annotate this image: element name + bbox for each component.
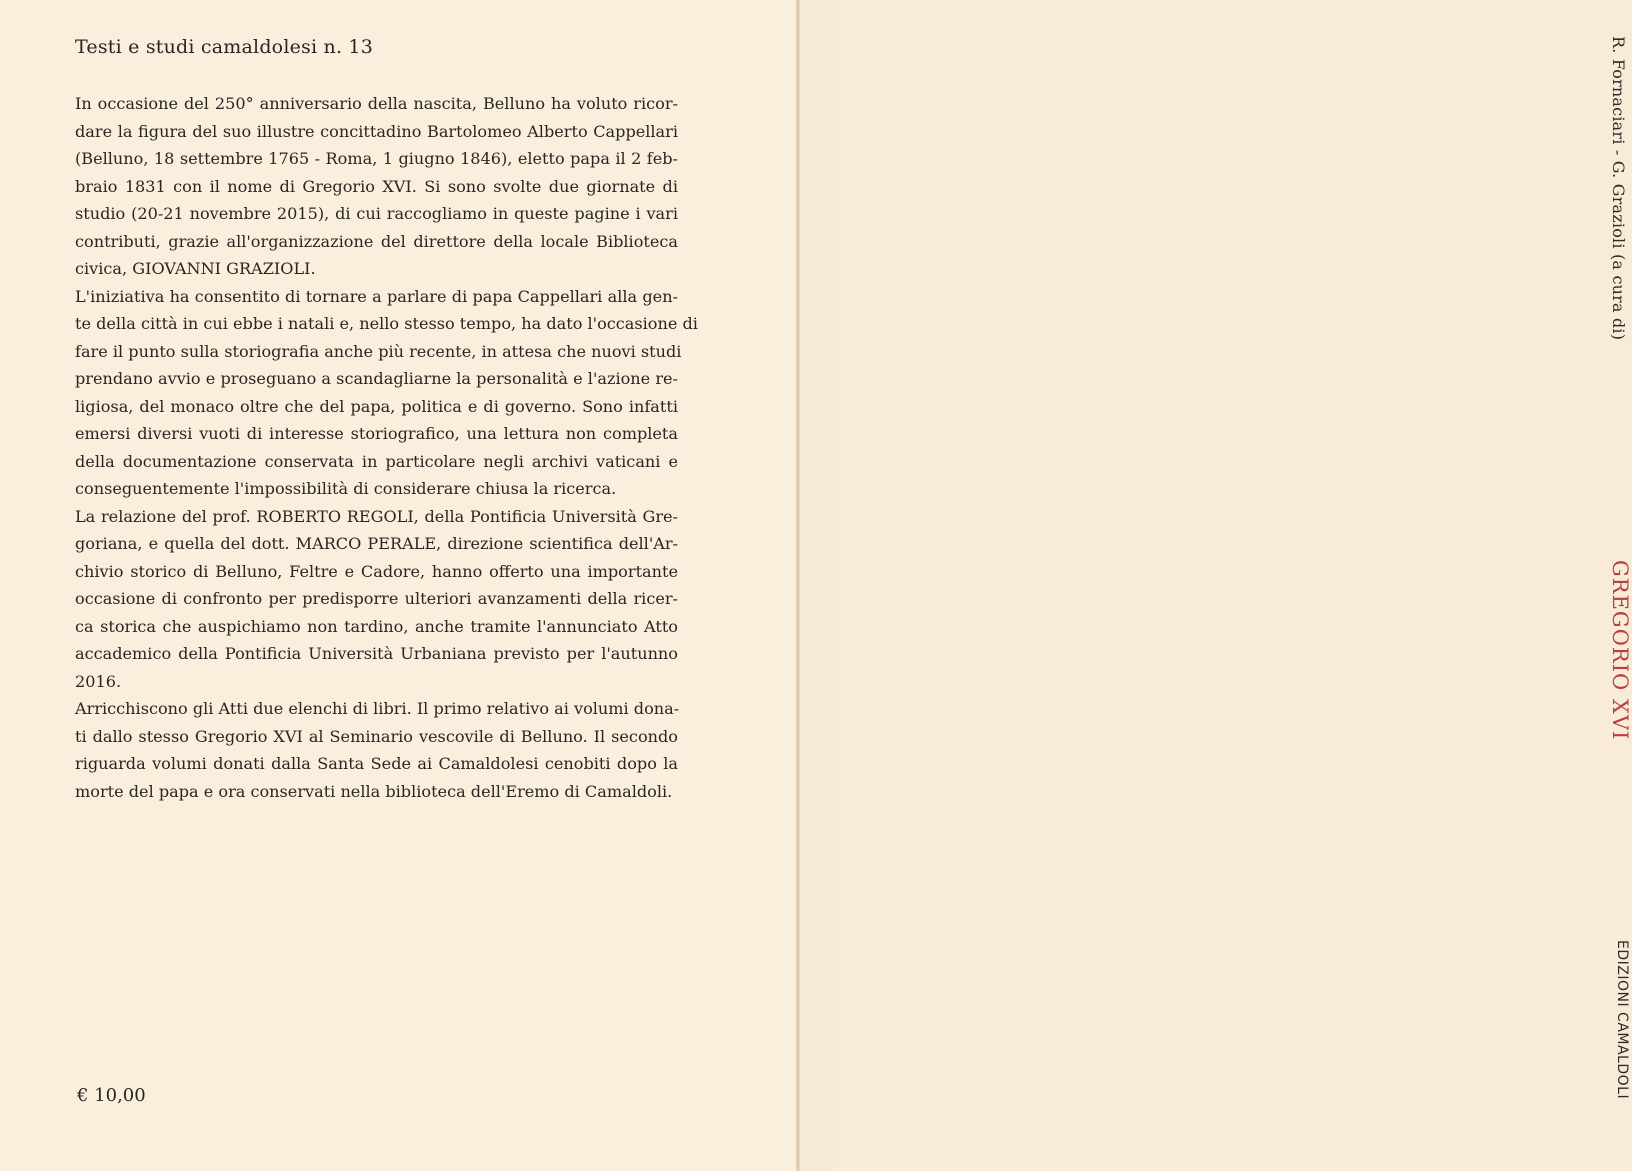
blurb-text [75, 90, 698, 805]
text-line: della documentazione conservata in particolare negli archivi vaticani e [75, 451, 678, 471]
text-line: emersi diversi vuoti di interesse storiografico, una lettura non completa [75, 424, 678, 443]
text-line: occasione di confronto per predisporre ulteriori avanzamenti della ricer- [75, 589, 678, 608]
spine [800, 0, 1632, 1171]
text-line: (Belluno, 18 settembre 1765 - Roma, 1 giugno 1846), eletto papa il 2 feb- [75, 149, 678, 168]
text-line: conseguentemente l'impossibilità di considerare chiusa la ricerca. [75, 479, 617, 498]
text-line: Arricchiscono gli Atti due elenchi di libri. Il primo relativo ai volumi dona- [75, 699, 680, 718]
text-line: dare la figura del suo illustre concittadino Bartolomeo Alberto Cappellari [75, 121, 678, 141]
text-line: riguarda volumi donati dalla Santa Sede ai Camaldolesi cenobiti dopo la [75, 754, 678, 773]
text-line: prendano avvio e proseguano a scandagliarne la personalità e l'azione re- [75, 369, 678, 388]
price-label: € 10,00 [77, 1085, 146, 1106]
series-title: Testi e studi camaldolesi n. 13 [75, 36, 374, 58]
text-line: te della città in cui ebbe i natali e, nello stesso tempo, ha dato l'occasione di [75, 314, 698, 333]
spine-title: GREGORIO XVI [1608, 560, 1632, 741]
text-line: In occasione del 250° anniversario della nascita, Belluno ha voluto ricor- [75, 94, 678, 113]
text-line: studio (20-21 novembre 2015), di cui raccogliamo in queste pagine i vari [75, 204, 678, 223]
text-line: civica, GIOVANNI GRAZIOLI. [75, 259, 316, 278]
text-line: accademico della Pontificia Università Urbaniana previsto per l'autunno [75, 644, 678, 663]
text-line: morte del papa e ora conservati nella biblioteca dell'Eremo di Camaldoli. [75, 781, 673, 801]
text-line: L'iniziativa ha consentito di tornare a parlare di papa Cappellari alla gen- [75, 286, 678, 306]
text-line: ti dallo stesso Gregorio XVI al Seminario vescovile di Belluno. Il secondo [75, 726, 678, 746]
text-line: goriana, e quella del dott. MARCO PERALE, direzione scientifica dell'Ar- [75, 534, 678, 553]
text-line: ligiosa, del monaco oltre che del papa, politica e di governo. Sono infatti [75, 396, 678, 416]
text-line: contributi, grazie all'organizzazione del direttore della locale Biblioteca [75, 231, 678, 251]
back-cover [0, 0, 796, 1171]
spine-publisher: EDIZIONI CAMALDOLI [1614, 940, 1630, 1100]
text-line: ca storica che auspichiamo non tardino, anche tramite l'annunciato Atto [75, 616, 678, 636]
text-line: braio 1831 con il nome di Gregorio XVI. Si sono svolte due giornate di [75, 176, 678, 196]
text-line: 2016. [75, 671, 122, 691]
spine-authors: R. Fornaciari - G. Grazioli (a cura di) [1609, 36, 1628, 341]
text-line: chivio storico di Belluno, Feltre e Cadore, hanno offerto una importante [75, 561, 678, 581]
text-line: La relazione del prof. ROBERTO REGOLI, della Pontificia Università Gre- [75, 506, 678, 526]
text-line: fare il punto sulla storiografia anche più recente, in attesa che nuovi studi [75, 341, 682, 361]
